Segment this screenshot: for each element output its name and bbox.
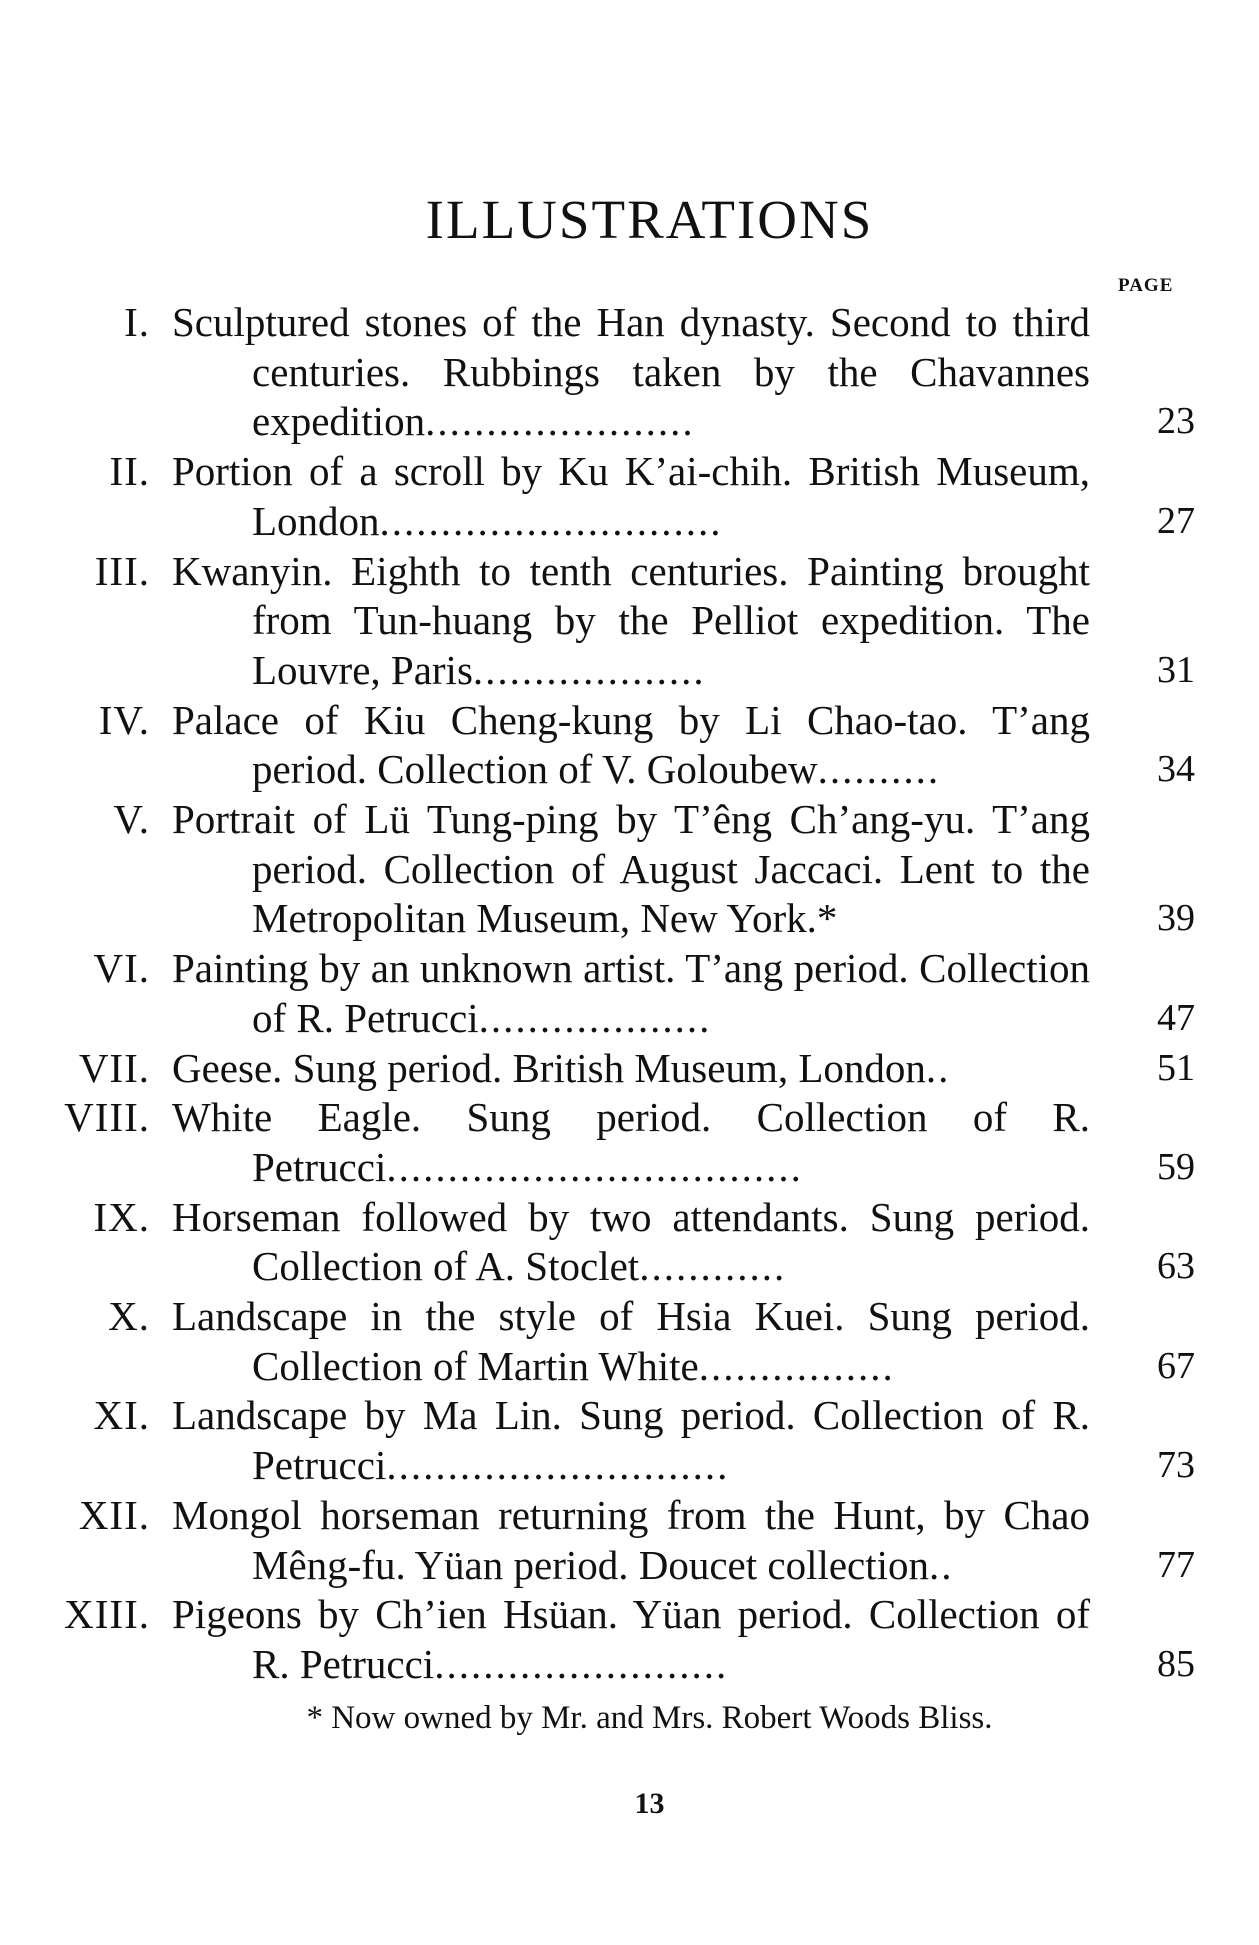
page-number: 27 — [1157, 499, 1195, 542]
entry-caption: Palace of Kiu Cheng-kung by Li Chao-tao. T’ang period. Collection of V. Goloubew — [172, 696, 1090, 793]
list-item — [0, 1193, 1259, 1292]
page-number: 73 — [1157, 1444, 1195, 1487]
entry-caption: White Eagle. Sung period. Collection of R. Petrucci — [172, 1094, 1090, 1190]
plate-numeral: XII. — [78, 1491, 150, 1538]
dot-leader: ............................ — [379, 497, 723, 544]
page-number: 67 — [1157, 1344, 1195, 1387]
list-item — [0, 1044, 1259, 1094]
page-column-label: PAGE — [1118, 275, 1174, 296]
plate-numeral: IX. — [93, 1193, 150, 1240]
entry-caption: Mongol horseman returning from the Hunt, by Chao Mêng-fu. Yüan period. Doucet collection — [172, 1491, 1090, 1588]
entry-caption: Portrait of Lü Tung-ping by T’êng Ch’ang-yu. T’ang period. Collection of August Jaccaci. Lent to the Metropolitan Museum, New York.* — [172, 796, 1090, 942]
page-number: 77 — [1157, 1543, 1195, 1586]
plate-numeral: VII. — [78, 1044, 150, 1091]
entry-caption: Pigeons by Ch’ien Hsüan. Yüan period. Collection of R. Petrucci — [172, 1591, 1090, 1687]
dot-leader: ...................... — [425, 398, 695, 445]
entry-caption: Horseman followed by two attendants. Sung period. Collection of A. Stoclet — [172, 1193, 1090, 1290]
dot-leader: ................... — [472, 646, 706, 693]
page-number: 23 — [1157, 400, 1195, 443]
plate-numeral: V. — [113, 796, 150, 843]
page-number: 39 — [1157, 897, 1195, 940]
page-number: 85 — [1157, 1642, 1195, 1685]
entry-caption: Sculptured stones of the Han dynasty. Second to third centuries. Rubbings taken by the Chavannes expedition — [172, 299, 1090, 445]
entry-caption: Kwanyin. Eighth to tenth centuries. Painting brought from Tun-huang by the Pelliot expedition. The Louvre, Paris — [172, 547, 1090, 693]
entry-caption: Portion of a scroll by Ku K’ai-chih. British Museum, London — [172, 448, 1090, 544]
list-item — [0, 1391, 1259, 1490]
dot-leader: .. — [929, 1541, 954, 1588]
entry-caption: Landscape in the style of Hsia Kuei. Sung period. Collection of Martin White — [172, 1293, 1090, 1389]
folio-page-number: 13 — [634, 1787, 665, 1820]
list-item — [0, 1590, 1259, 1689]
plate-numeral: I. — [124, 299, 150, 345]
dot-leader: ............ — [639, 1243, 787, 1290]
list-item — [0, 298, 1259, 447]
page-number: 47 — [1157, 996, 1195, 1039]
page-title: ILLUSTRATIONS — [425, 189, 874, 250]
dot-leader: ............................ — [386, 1442, 730, 1489]
page-number: 59 — [1157, 1145, 1195, 1188]
list-item — [0, 1292, 1259, 1391]
entry-caption: Geese. Sung period. British Museum, London — [172, 1044, 926, 1091]
list-item — [0, 447, 1259, 546]
dot-leader: .......... — [817, 746, 941, 793]
page-number: 34 — [1157, 748, 1195, 791]
entry-caption: Landscape by Ma Lin. Sung period. Collection of R. Petrucci — [172, 1392, 1090, 1489]
list-item — [0, 1093, 1259, 1192]
list-item — [0, 1491, 1259, 1590]
plate-numeral: III. — [94, 547, 150, 594]
list-item — [0, 944, 1259, 1043]
plate-numeral: XIII. — [64, 1591, 150, 1638]
plate-numeral: VIII. — [64, 1094, 150, 1141]
dot-leader: ................ — [698, 1342, 895, 1389]
list-item — [0, 696, 1259, 795]
entry-caption: Painting by an unknown artist. T’ang period. Collection of R. Petrucci — [172, 945, 1090, 1041]
dot-leader: .. — [925, 1044, 951, 1091]
page-number: 51 — [1157, 1046, 1195, 1089]
list-item — [0, 795, 1259, 944]
dot-leader: ........................ — [434, 1640, 729, 1687]
list-item — [0, 547, 1259, 696]
plate-numeral: IV. — [98, 696, 150, 743]
plate-numeral: VI. — [93, 945, 150, 992]
dot-leader: .................................. — [386, 1143, 803, 1190]
dot-leader: ................... — [478, 994, 712, 1041]
footnote: * Now owned by Mr. and Mrs. Robert Woods Bliss. — [306, 1700, 993, 1736]
illustrations-list — [0, 298, 1259, 1690]
page-number: 63 — [1157, 1245, 1195, 1288]
plate-numeral: II. — [109, 448, 150, 495]
plate-numeral: X. — [108, 1293, 150, 1340]
plate-numeral: XI. — [93, 1392, 150, 1439]
page-number: 31 — [1157, 648, 1195, 691]
